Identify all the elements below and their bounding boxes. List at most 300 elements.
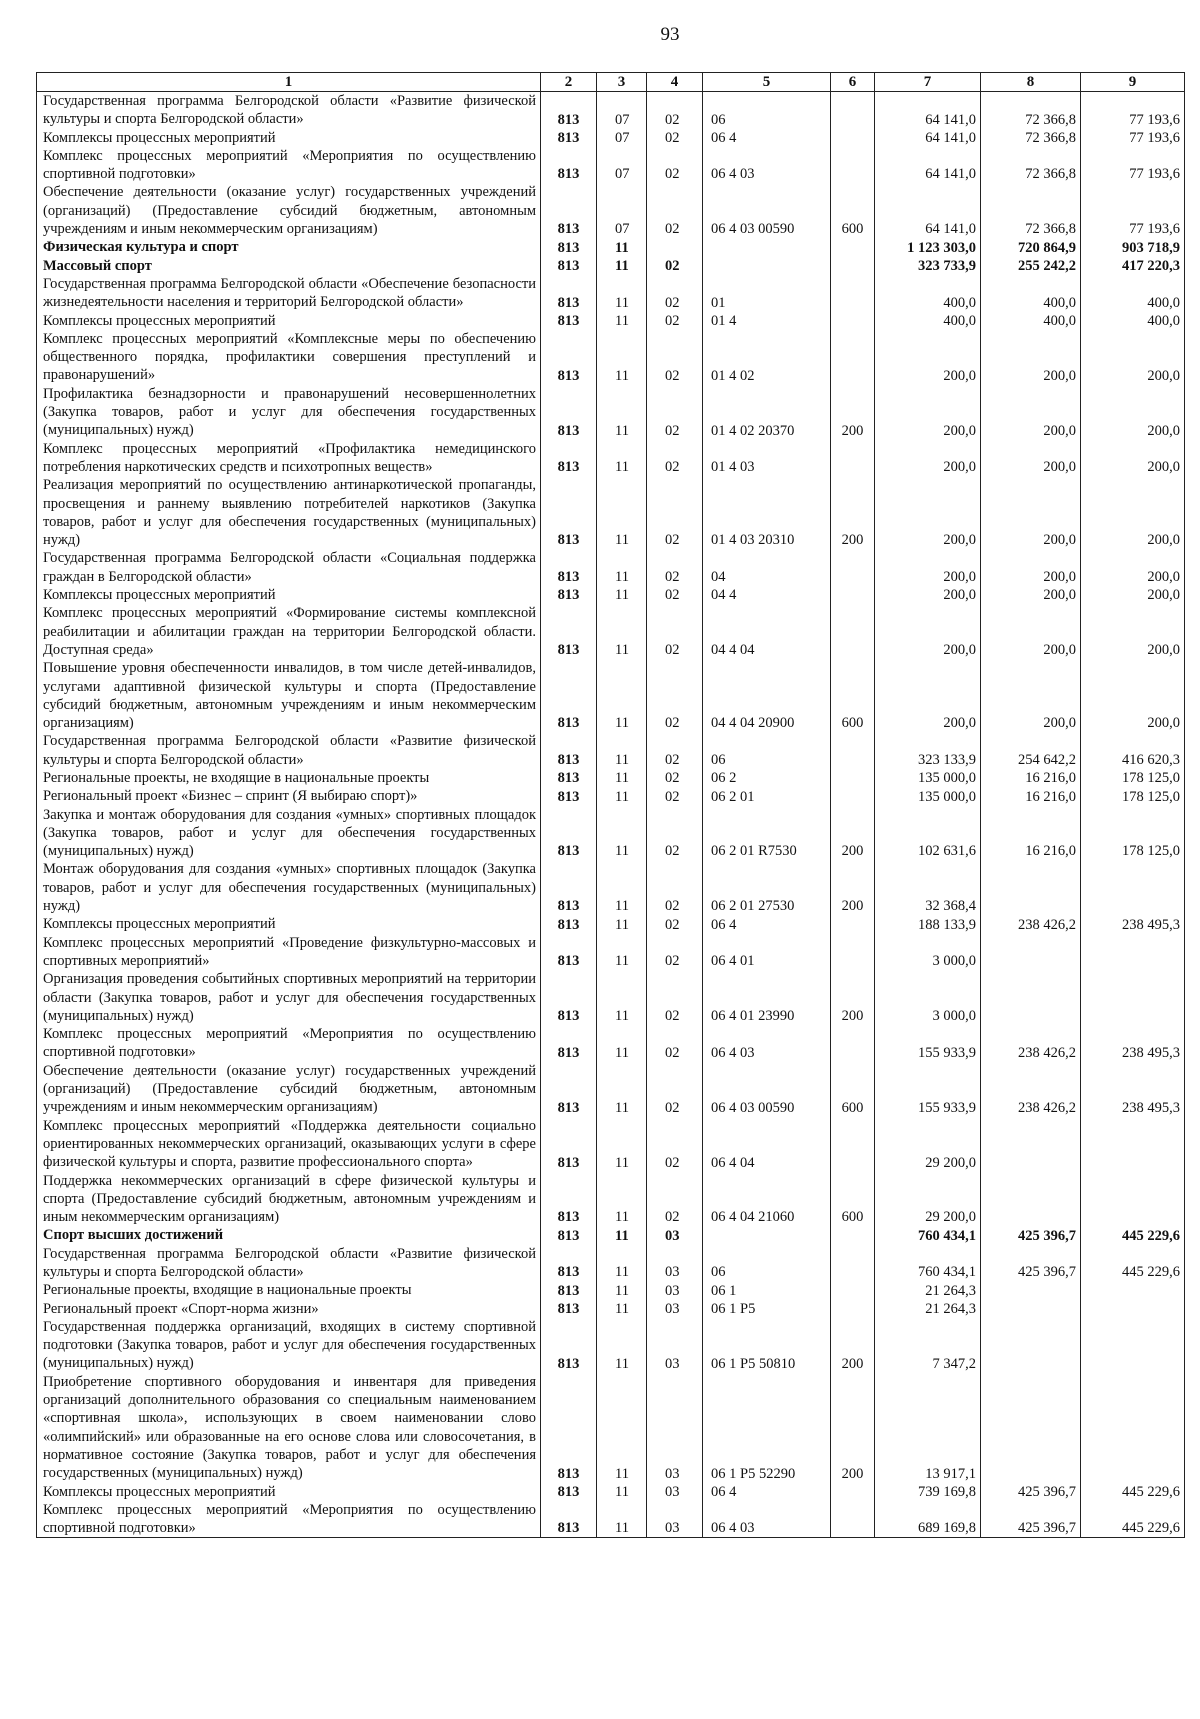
subsection-cell: 02 xyxy=(647,732,703,769)
target-article-cell: 06 2 01 xyxy=(703,787,831,805)
amount-col7-cell: 200,0 xyxy=(875,586,981,604)
expense-type-cell: 200 xyxy=(831,476,875,549)
section-cell: 11 xyxy=(597,275,647,312)
target-article-cell: 06 4 03 xyxy=(703,1025,831,1062)
amount-col7-cell: 200,0 xyxy=(875,440,981,477)
section-cell: 11 xyxy=(597,732,647,769)
table-row xyxy=(37,92,1185,129)
item-name-cell: Комплекс процессных мероприятий «Комплексные меры по обеспечению общественного порядка, профилактики совершения преступлений и правонарушений» xyxy=(37,330,541,385)
amount-col7-cell: 135 000,0 xyxy=(875,769,981,787)
header-cell: 5 xyxy=(703,73,831,92)
item-name-cell: Массовый спорт xyxy=(37,257,541,275)
subsection-cell: 03 xyxy=(647,1245,703,1282)
subsection-cell: 02 xyxy=(647,92,703,129)
section-cell: 07 xyxy=(597,129,647,147)
expense-type-cell xyxy=(831,769,875,787)
item-name-cell: Государственная программа Белгородской области «Социальная поддержка граждан в Белгородской области» xyxy=(37,549,541,586)
item-name-cell: Поддержка некоммерческих организаций в сфере физической культуры и спорта (Предоставление субсидий бюджетным, автономным учреждениям и иным некоммерческим организациям) xyxy=(37,1172,541,1227)
table-row xyxy=(37,549,1185,586)
ministry-code-cell: 813 xyxy=(541,330,597,385)
section-cell: 11 xyxy=(597,586,647,604)
section-cell: 11 xyxy=(597,1501,647,1538)
amount-col8-cell: 72 366,8 xyxy=(981,183,1081,238)
table-row xyxy=(37,659,1185,732)
amount-col8-cell xyxy=(981,1300,1081,1318)
subsection-cell: 02 xyxy=(647,312,703,330)
target-article-cell: 06 xyxy=(703,92,831,129)
amount-col7-cell: 64 141,0 xyxy=(875,92,981,129)
expense-type-cell xyxy=(831,257,875,275)
target-article-cell: 06 2 xyxy=(703,769,831,787)
target-article-cell: 06 4 04 xyxy=(703,1117,831,1172)
expense-type-cell xyxy=(831,1226,875,1244)
expense-type-cell xyxy=(831,586,875,604)
ministry-code-cell: 813 xyxy=(541,183,597,238)
expense-type-cell xyxy=(831,732,875,769)
section-cell: 11 xyxy=(597,330,647,385)
expense-type-cell xyxy=(831,1245,875,1282)
amount-col7-cell: 3 000,0 xyxy=(875,934,981,971)
expense-type-cell xyxy=(831,1483,875,1501)
amount-col8-cell: 425 396,7 xyxy=(981,1483,1081,1501)
expense-type-cell xyxy=(831,787,875,805)
amount-col9-cell: 178 125,0 xyxy=(1081,806,1185,861)
amount-col8-cell: 254 642,2 xyxy=(981,732,1081,769)
ministry-code-cell: 813 xyxy=(541,769,597,787)
expense-type-cell xyxy=(831,934,875,971)
amount-col8-cell: 200,0 xyxy=(981,549,1081,586)
target-article-cell: 06 1 P5 50810 xyxy=(703,1318,831,1373)
expense-type-cell: 600 xyxy=(831,659,875,732)
header-cell: 4 xyxy=(647,73,703,92)
subsection-cell: 03 xyxy=(647,1373,703,1483)
subsection-cell: 02 xyxy=(647,1062,703,1117)
amount-col8-cell: 200,0 xyxy=(981,330,1081,385)
subsection-cell: 02 xyxy=(647,147,703,184)
ministry-code-cell: 813 xyxy=(541,970,597,1025)
subsection-cell: 02 xyxy=(647,1117,703,1172)
target-article-cell: 06 4 xyxy=(703,129,831,147)
target-article-cell: 04 4 04 xyxy=(703,604,831,659)
section-cell: 11 xyxy=(597,476,647,549)
ministry-code-cell: 813 xyxy=(541,915,597,933)
amount-col9-cell xyxy=(1081,1117,1185,1172)
amount-col9-cell: 77 193,6 xyxy=(1081,147,1185,184)
header-cell: 2 xyxy=(541,73,597,92)
subsection-cell: 02 xyxy=(647,934,703,971)
amount-col7-cell: 64 141,0 xyxy=(875,129,981,147)
amount-col7-cell: 1 123 303,0 xyxy=(875,238,981,256)
expense-type-cell xyxy=(831,604,875,659)
amount-col9-cell: 416 620,3 xyxy=(1081,732,1185,769)
table-row xyxy=(37,1226,1185,1244)
item-name-cell: Монтаж оборудования для создания «умных» спортивных площадок (Закупка товаров, работ и услуг для обеспечения государственных (муниципальных) нужд) xyxy=(37,860,541,915)
item-name-cell: Комплекс процессных мероприятий «Формирование системы комплексной реабилитации и абилитации граждан на территории Белгородской области. Доступная среда» xyxy=(37,604,541,659)
item-name-cell: Реализация мероприятий по осуществлению антинаркотической пропаганды, просвещения и раннему выявлению потребителей наркотиков (Закупка товаров, работ и услуг для обеспечения государственных (муниципальных) нужд) xyxy=(37,476,541,549)
page-number: 93 xyxy=(660,24,680,45)
section-cell: 11 xyxy=(597,440,647,477)
table-row xyxy=(37,257,1185,275)
amount-col8-cell xyxy=(981,934,1081,971)
table-row xyxy=(37,440,1185,477)
amount-col7-cell: 13 917,1 xyxy=(875,1373,981,1483)
amount-col9-cell: 200,0 xyxy=(1081,604,1185,659)
section-cell: 11 xyxy=(597,385,647,440)
ministry-code-cell: 813 xyxy=(541,238,597,256)
subsection-cell: 02 xyxy=(647,257,703,275)
amount-col8-cell: 238 426,2 xyxy=(981,1025,1081,1062)
amount-col8-cell: 16 216,0 xyxy=(981,769,1081,787)
subsection-cell: 02 xyxy=(647,385,703,440)
section-cell: 11 xyxy=(597,1483,647,1501)
amount-col7-cell: 200,0 xyxy=(875,549,981,586)
section-cell: 11 xyxy=(597,915,647,933)
header-cell: 8 xyxy=(981,73,1081,92)
item-name-cell: Комплекс процессных мероприятий «Мероприятия по осуществлению спортивной подготовки» xyxy=(37,147,541,184)
amount-col7-cell: 32 368,4 xyxy=(875,860,981,915)
expense-type-cell: 200 xyxy=(831,806,875,861)
amount-col7-cell: 102 631,6 xyxy=(875,806,981,861)
table-row xyxy=(37,1483,1185,1501)
amount-col9-cell xyxy=(1081,1318,1185,1373)
item-name-cell: Обеспечение деятельности (оказание услуг) государственных учреждений (организаций) (Предоставление субсидий бюджетным, автономным учреждениям и иным некоммерческим организациям) xyxy=(37,1062,541,1117)
target-article-cell: 06 2 01 27530 xyxy=(703,860,831,915)
amount-col9-cell: 200,0 xyxy=(1081,476,1185,549)
amount-col8-cell xyxy=(981,860,1081,915)
section-cell: 11 xyxy=(597,604,647,659)
table-row xyxy=(37,586,1185,604)
item-name-cell: Региональные проекты, не входящие в национальные проекты xyxy=(37,769,541,787)
subsection-cell: 03 xyxy=(647,1483,703,1501)
amount-col7-cell: 29 200,0 xyxy=(875,1172,981,1227)
section-cell: 11 xyxy=(597,1300,647,1318)
item-name-cell: Региональный проект «Спорт-норма жизни» xyxy=(37,1300,541,1318)
table-row xyxy=(37,476,1185,549)
amount-col7-cell: 29 200,0 xyxy=(875,1117,981,1172)
target-article-cell: 06 1 P5 52290 xyxy=(703,1373,831,1483)
section-cell: 11 xyxy=(597,238,647,256)
subsection-cell: 02 xyxy=(647,1025,703,1062)
subsection-cell: 03 xyxy=(647,1281,703,1299)
amount-col8-cell: 425 396,7 xyxy=(981,1226,1081,1244)
expense-type-cell xyxy=(831,440,875,477)
amount-col9-cell: 238 495,3 xyxy=(1081,1025,1185,1062)
ministry-code-cell: 813 xyxy=(541,1117,597,1172)
ministry-code-cell: 813 xyxy=(541,257,597,275)
header-cell: 3 xyxy=(597,73,647,92)
item-name-cell: Закупка и монтаж оборудования для создания «умных» спортивных площадок (Закупка товаров, работ и услуг для обеспечения государственных (муниципальных) нужд) xyxy=(37,806,541,861)
subsection-cell: 02 xyxy=(647,970,703,1025)
ministry-code-cell: 813 xyxy=(541,1501,597,1538)
amount-col7-cell: 200,0 xyxy=(875,385,981,440)
section-cell: 11 xyxy=(597,549,647,586)
expense-type-cell xyxy=(831,1025,875,1062)
subsection-cell: 02 xyxy=(647,659,703,732)
subsection-cell: 03 xyxy=(647,1501,703,1538)
amount-col9-cell: 445 229,6 xyxy=(1081,1501,1185,1538)
table-row xyxy=(37,769,1185,787)
section-cell: 11 xyxy=(597,970,647,1025)
expense-type-cell: 200 xyxy=(831,970,875,1025)
table-row xyxy=(37,1373,1185,1483)
target-article-cell: 06 xyxy=(703,732,831,769)
amount-col7-cell: 64 141,0 xyxy=(875,183,981,238)
section-cell: 07 xyxy=(597,92,647,129)
amount-col8-cell: 72 366,8 xyxy=(981,147,1081,184)
amount-col9-cell: 238 495,3 xyxy=(1081,915,1185,933)
section-cell: 11 xyxy=(597,1281,647,1299)
item-name-cell: Региональные проекты, входящие в национальные проекты xyxy=(37,1281,541,1299)
target-article-cell: 01 4 02 xyxy=(703,330,831,385)
item-name-cell: Комплексы процессных мероприятий xyxy=(37,1483,541,1501)
subsection-cell: 02 xyxy=(647,129,703,147)
amount-col8-cell: 200,0 xyxy=(981,440,1081,477)
ministry-code-cell: 813 xyxy=(541,1318,597,1373)
amount-col7-cell: 323 133,9 xyxy=(875,732,981,769)
header-row xyxy=(37,73,1185,92)
ministry-code-cell: 813 xyxy=(541,1226,597,1244)
target-article-cell xyxy=(703,1226,831,1244)
table-row xyxy=(37,1172,1185,1227)
table-row xyxy=(37,1501,1185,1538)
target-article-cell: 06 4 01 xyxy=(703,934,831,971)
section-cell: 11 xyxy=(597,806,647,861)
amount-col7-cell: 200,0 xyxy=(875,330,981,385)
expense-type-cell xyxy=(831,330,875,385)
section-cell: 11 xyxy=(597,934,647,971)
table-row xyxy=(37,860,1185,915)
item-name-cell: Повышение уровня обеспеченности инвалидов, в том числе детей-инвалидов, услугами адаптивной физической культуры и спорта (Предоставление субсидий бюджетным, автономным учреждениям и иным некоммерческим организациям) xyxy=(37,659,541,732)
item-name-cell: Комплексы процессных мероприятий xyxy=(37,915,541,933)
amount-col8-cell xyxy=(981,1117,1081,1172)
target-article-cell: 06 xyxy=(703,1245,831,1282)
item-name-cell: Комплекс процессных мероприятий «Поддержка деятельности социально ориентированных некоммерческих организаций, оказывающих услуги в сфере физической культуры и спорта, развитие профессионального спорта» xyxy=(37,1117,541,1172)
subsection-cell: 02 xyxy=(647,806,703,861)
expense-type-cell xyxy=(831,1300,875,1318)
ministry-code-cell: 813 xyxy=(541,1172,597,1227)
expense-type-cell xyxy=(831,1117,875,1172)
amount-col8-cell: 720 864,9 xyxy=(981,238,1081,256)
amount-col7-cell: 64 141,0 xyxy=(875,147,981,184)
amount-col9-cell: 200,0 xyxy=(1081,586,1185,604)
section-cell: 11 xyxy=(597,1025,647,1062)
header-cell: 1 xyxy=(37,73,541,92)
ministry-code-cell: 813 xyxy=(541,1300,597,1318)
ministry-code-cell: 813 xyxy=(541,732,597,769)
section-cell: 11 xyxy=(597,659,647,732)
subsection-cell: 02 xyxy=(647,549,703,586)
amount-col7-cell: 739 169,8 xyxy=(875,1483,981,1501)
table-row xyxy=(37,1062,1185,1117)
table-row xyxy=(37,1318,1185,1373)
amount-col7-cell: 21 264,3 xyxy=(875,1281,981,1299)
amount-col9-cell: 178 125,0 xyxy=(1081,787,1185,805)
amount-col9-cell: 238 495,3 xyxy=(1081,1062,1185,1117)
amount-col8-cell: 238 426,2 xyxy=(981,915,1081,933)
table-row xyxy=(37,934,1185,971)
table-row xyxy=(37,330,1185,385)
amount-col7-cell: 400,0 xyxy=(875,312,981,330)
subsection-cell: 02 xyxy=(647,476,703,549)
table-row xyxy=(37,385,1185,440)
amount-col9-cell: 77 193,6 xyxy=(1081,92,1185,129)
expense-type-cell: 200 xyxy=(831,1318,875,1373)
ministry-code-cell: 813 xyxy=(541,385,597,440)
ministry-code-cell: 813 xyxy=(541,586,597,604)
table-row xyxy=(37,275,1185,312)
expense-type-cell xyxy=(831,549,875,586)
table-row xyxy=(37,147,1185,184)
target-article-cell: 06 2 01 R7530 xyxy=(703,806,831,861)
item-name-cell: Государственная программа Белгородской области «Развитие физической культуры и спорта Белгородской области» xyxy=(37,1245,541,1282)
amount-col8-cell: 200,0 xyxy=(981,476,1081,549)
table-row xyxy=(37,806,1185,861)
table-row xyxy=(37,1300,1185,1318)
ministry-code-cell: 813 xyxy=(541,934,597,971)
item-name-cell: Комплекс процессных мероприятий «Мероприятия по осуществлению спортивной подготовки» xyxy=(37,1025,541,1062)
expense-type-cell xyxy=(831,915,875,933)
amount-col8-cell xyxy=(981,1318,1081,1373)
subsection-cell: 02 xyxy=(647,275,703,312)
amount-col8-cell xyxy=(981,1281,1081,1299)
table-row xyxy=(37,312,1185,330)
amount-col9-cell xyxy=(1081,1373,1185,1483)
amount-col9-cell: 200,0 xyxy=(1081,549,1185,586)
section-cell: 07 xyxy=(597,183,647,238)
amount-col8-cell: 425 396,7 xyxy=(981,1501,1081,1538)
amount-col9-cell xyxy=(1081,970,1185,1025)
section-cell: 11 xyxy=(597,312,647,330)
ministry-code-cell: 813 xyxy=(541,440,597,477)
amount-col9-cell xyxy=(1081,934,1185,971)
amount-col7-cell: 188 133,9 xyxy=(875,915,981,933)
amount-col9-cell: 200,0 xyxy=(1081,659,1185,732)
ministry-code-cell: 813 xyxy=(541,92,597,129)
amount-col8-cell: 16 216,0 xyxy=(981,787,1081,805)
budget-table xyxy=(36,72,1185,1538)
amount-col9-cell: 400,0 xyxy=(1081,275,1185,312)
item-name-cell: Государственная программа Белгородской области «Развитие физической культуры и спорта Белгородской области» xyxy=(37,732,541,769)
ministry-code-cell: 813 xyxy=(541,1373,597,1483)
amount-col8-cell: 238 426,2 xyxy=(981,1062,1081,1117)
target-article-cell: 06 4 03 xyxy=(703,147,831,184)
table-row xyxy=(37,1281,1185,1299)
amount-col7-cell: 689 169,8 xyxy=(875,1501,981,1538)
table-row xyxy=(37,787,1185,805)
target-article-cell: 01 4 xyxy=(703,312,831,330)
table-row xyxy=(37,970,1185,1025)
amount-col8-cell xyxy=(981,1172,1081,1227)
section-cell: 11 xyxy=(597,1373,647,1483)
expense-type-cell xyxy=(831,147,875,184)
target-article-cell: 01 4 03 xyxy=(703,440,831,477)
expense-type-cell: 600 xyxy=(831,183,875,238)
amount-col9-cell: 200,0 xyxy=(1081,440,1185,477)
subsection-cell: 02 xyxy=(647,183,703,238)
section-cell: 11 xyxy=(597,1117,647,1172)
expense-type-cell xyxy=(831,129,875,147)
amount-col8-cell: 400,0 xyxy=(981,312,1081,330)
amount-col7-cell: 200,0 xyxy=(875,659,981,732)
table-row xyxy=(37,604,1185,659)
section-cell: 11 xyxy=(597,1172,647,1227)
ministry-code-cell: 813 xyxy=(541,1483,597,1501)
target-article-cell: 06 4 03 00590 xyxy=(703,1062,831,1117)
amount-col9-cell: 200,0 xyxy=(1081,330,1185,385)
table-row xyxy=(37,1117,1185,1172)
amount-col8-cell xyxy=(981,970,1081,1025)
table-row xyxy=(37,1025,1185,1062)
subsection-cell: 02 xyxy=(647,604,703,659)
section-cell: 07 xyxy=(597,147,647,184)
ministry-code-cell: 813 xyxy=(541,787,597,805)
amount-col7-cell: 3 000,0 xyxy=(875,970,981,1025)
section-cell: 11 xyxy=(597,1062,647,1117)
item-name-cell: Государственная программа Белгородской области «Развитие физической культуры и спорта Белгородской области» xyxy=(37,92,541,129)
amount-col7-cell: 135 000,0 xyxy=(875,787,981,805)
amount-col9-cell: 400,0 xyxy=(1081,312,1185,330)
amount-col8-cell: 200,0 xyxy=(981,385,1081,440)
amount-col8-cell: 400,0 xyxy=(981,275,1081,312)
subsection-cell: 02 xyxy=(647,440,703,477)
ministry-code-cell: 813 xyxy=(541,129,597,147)
amount-col8-cell: 200,0 xyxy=(981,659,1081,732)
ministry-code-cell: 813 xyxy=(541,1245,597,1282)
item-name-cell: Комплекс процессных мероприятий «Профилактика немедицинского потребления наркотических средств и психотропных веществ» xyxy=(37,440,541,477)
subsection-cell: 02 xyxy=(647,769,703,787)
item-name-cell: Профилактика безнадзорности и правонарушений несовершеннолетних (Закупка товаров, работ и услуг для обеспечения государственных (муниципальных) нужд) xyxy=(37,385,541,440)
item-name-cell: Государственная поддержка организаций, входящих в систему спортивной подготовки (Закупка товаров, работ и услуг для обеспечения государственных (муниципальных) нужд) xyxy=(37,1318,541,1373)
item-name-cell: Комплекс процессных мероприятий «Проведение физкультурно-массовых и спортивных мероприятий» xyxy=(37,934,541,971)
section-cell: 11 xyxy=(597,787,647,805)
expense-type-cell: 200 xyxy=(831,1373,875,1483)
amount-col9-cell: 903 718,9 xyxy=(1081,238,1185,256)
table-row xyxy=(37,183,1185,238)
expense-type-cell xyxy=(831,275,875,312)
subsection-cell xyxy=(647,238,703,256)
amount-col8-cell: 200,0 xyxy=(981,586,1081,604)
amount-col9-cell: 77 193,6 xyxy=(1081,183,1185,238)
amount-col9-cell xyxy=(1081,1300,1185,1318)
subsection-cell: 02 xyxy=(647,860,703,915)
section-cell: 11 xyxy=(597,1318,647,1373)
expense-type-cell: 600 xyxy=(831,1062,875,1117)
table-body xyxy=(37,92,1185,1538)
ministry-code-cell: 813 xyxy=(541,659,597,732)
item-name-cell: Организация проведения событийных спортивных мероприятий на территории области (Закупка товаров, работ и услуг для обеспечения государственных (муниципальных) нужд) xyxy=(37,970,541,1025)
target-article-cell xyxy=(703,238,831,256)
section-cell: 11 xyxy=(597,769,647,787)
target-article-cell: 06 4 04 21060 xyxy=(703,1172,831,1227)
subsection-cell: 02 xyxy=(647,586,703,604)
amount-col7-cell: 323 733,9 xyxy=(875,257,981,275)
amount-col7-cell: 155 933,9 xyxy=(875,1062,981,1117)
subsection-cell: 02 xyxy=(647,330,703,385)
subsection-cell: 03 xyxy=(647,1318,703,1373)
expense-type-cell: 600 xyxy=(831,1172,875,1227)
ministry-code-cell: 813 xyxy=(541,476,597,549)
target-article-cell: 06 4 01 23990 xyxy=(703,970,831,1025)
amount-col9-cell: 445 229,6 xyxy=(1081,1245,1185,1282)
item-name-cell: Региональный проект «Бизнес – спринт (Я выбираю спорт)» xyxy=(37,787,541,805)
target-article-cell: 06 4 03 xyxy=(703,1501,831,1538)
amount-col8-cell xyxy=(981,1373,1081,1483)
ministry-code-cell: 813 xyxy=(541,1281,597,1299)
amount-col9-cell: 445 229,6 xyxy=(1081,1483,1185,1501)
table-row xyxy=(37,238,1185,256)
expense-type-cell xyxy=(831,238,875,256)
expense-type-cell xyxy=(831,1501,875,1538)
